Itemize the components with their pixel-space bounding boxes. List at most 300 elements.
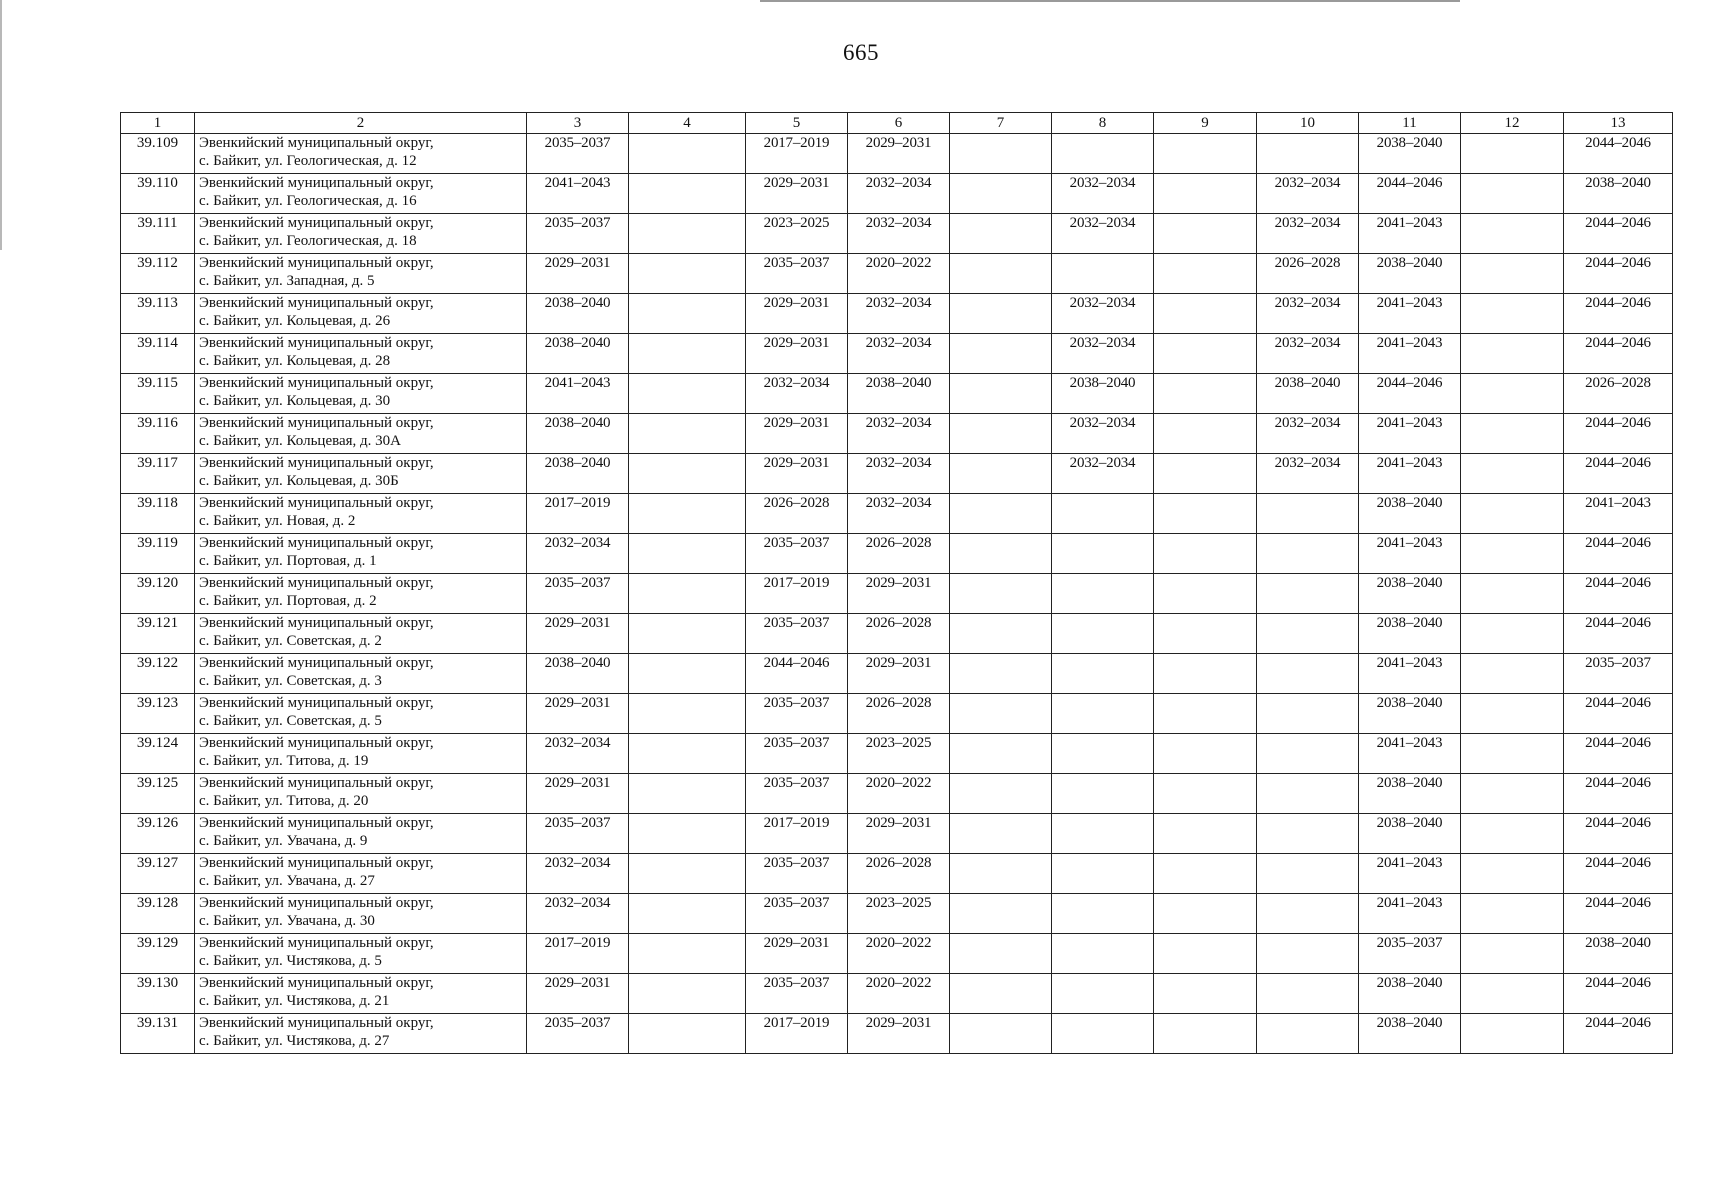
period-cell: 2032–2034 (527, 854, 629, 894)
period-cell: 2038–2040 (527, 654, 629, 694)
period-cell (1154, 894, 1257, 934)
period-cell (1052, 1014, 1154, 1054)
period-cell: 2038–2040 (527, 414, 629, 454)
address-cell (195, 574, 527, 614)
period-cell: 2029–2031 (848, 654, 950, 694)
period-cell (950, 574, 1052, 614)
period-cell: 2038–2040 (1257, 374, 1359, 414)
period-cell (1461, 494, 1564, 534)
period-cell (950, 894, 1052, 934)
row-number-cell: 39.113 (121, 294, 195, 334)
address-street: с. Байкит, ул. Кольцевая, д. 26 (199, 313, 391, 329)
period-cell (1052, 254, 1154, 294)
address-cell (195, 694, 527, 734)
period-cell: 2035–2037 (746, 894, 848, 934)
period-cell (629, 854, 746, 894)
period-cell (1461, 654, 1564, 694)
row-number-cell: 39.121 (121, 614, 195, 654)
row-number-cell: 39.122 (121, 654, 195, 694)
period-cell (1461, 694, 1564, 734)
address-street: с. Байкит, ул. Новая, д. 2 (199, 513, 356, 529)
period-cell (629, 174, 746, 214)
period-cell: 2038–2040 (1564, 174, 1673, 214)
period-cell (629, 974, 746, 1014)
period-cell (1257, 854, 1359, 894)
schedule-table (120, 112, 1673, 1054)
table-row (121, 734, 1673, 774)
period-cell: 2038–2040 (1359, 614, 1461, 654)
period-cell (629, 374, 746, 414)
period-cell (1154, 854, 1257, 894)
table-row (121, 854, 1673, 894)
period-cell: 2044–2046 (1564, 734, 1673, 774)
period-cell: 2041–2043 (1359, 294, 1461, 334)
period-cell: 2029–2031 (527, 614, 629, 654)
period-cell: 2038–2040 (1359, 134, 1461, 174)
period-cell (1461, 294, 1564, 334)
address-street: с. Байкит, ул. Чистякова, д. 21 (199, 993, 390, 1009)
address-street: с. Байкит, ул. Кольцевая, д. 30Б (199, 473, 399, 489)
period-cell (1154, 614, 1257, 654)
period-cell (1257, 614, 1359, 654)
period-cell: 2032–2034 (848, 174, 950, 214)
table-row (121, 934, 1673, 974)
period-cell: 2029–2031 (848, 814, 950, 854)
address-district: Эвенкийский муниципальный округ, (199, 735, 434, 751)
period-cell: 2032–2034 (1257, 334, 1359, 374)
column-header: 2 (195, 113, 527, 134)
period-cell: 2035–2037 (1359, 934, 1461, 974)
period-cell (1257, 894, 1359, 934)
address-district: Эвенкийский муниципальный округ, (199, 375, 434, 391)
period-cell (1052, 814, 1154, 854)
period-cell (1461, 174, 1564, 214)
address-district: Эвенкийский муниципальный округ, (199, 775, 434, 791)
period-cell: 2026–2028 (848, 614, 950, 654)
period-cell (1461, 454, 1564, 494)
period-cell: 2029–2031 (746, 334, 848, 374)
row-number-cell: 39.118 (121, 494, 195, 534)
period-cell: 2035–2037 (527, 214, 629, 254)
address-district: Эвенкийский муниципальный округ, (199, 215, 434, 231)
column-header: 13 (1564, 113, 1673, 134)
table-body (121, 134, 1673, 1054)
address-district: Эвенкийский муниципальный округ, (199, 455, 434, 471)
period-cell: 2041–2043 (1359, 654, 1461, 694)
table-row (121, 454, 1673, 494)
period-cell: 2029–2031 (527, 254, 629, 294)
period-cell: 2017–2019 (527, 934, 629, 974)
address-district: Эвенкийский муниципальный округ, (199, 135, 434, 151)
table-row (121, 614, 1673, 654)
period-cell (950, 814, 1052, 854)
address-district: Эвенкийский муниципальный округ, (199, 535, 434, 551)
address-cell (195, 174, 527, 214)
period-cell: 2029–2031 (848, 574, 950, 614)
period-cell: 2029–2031 (746, 454, 848, 494)
period-cell (1052, 894, 1154, 934)
period-cell (629, 774, 746, 814)
row-number-cell: 39.129 (121, 934, 195, 974)
period-cell (1154, 134, 1257, 174)
period-cell (1461, 814, 1564, 854)
period-cell: 2032–2034 (527, 734, 629, 774)
period-cell: 2026–2028 (1257, 254, 1359, 294)
period-cell: 2032–2034 (746, 374, 848, 414)
scan-edge-line (760, 0, 1460, 2)
address-street: с. Байкит, ул. Увачана, д. 27 (199, 873, 375, 889)
period-cell: 2044–2046 (1564, 614, 1673, 654)
period-cell: 2044–2046 (1564, 974, 1673, 1014)
period-cell (1257, 494, 1359, 534)
address-street: с. Байкит, ул. Геологическая, д. 16 (199, 193, 417, 209)
period-cell: 2035–2037 (746, 854, 848, 894)
table-row (121, 494, 1673, 534)
address-street: с. Байкит, ул. Портовая, д. 1 (199, 553, 377, 569)
period-cell (1257, 574, 1359, 614)
period-cell: 2035–2037 (527, 574, 629, 614)
period-cell: 2041–2043 (1359, 414, 1461, 454)
address-district: Эвенкийский муниципальный округ, (199, 575, 434, 591)
period-cell (1052, 854, 1154, 894)
period-cell: 2041–2043 (1359, 534, 1461, 574)
period-cell (1154, 254, 1257, 294)
address-street: с. Байкит, ул. Титова, д. 19 (199, 753, 369, 769)
period-cell (1052, 494, 1154, 534)
address-district: Эвенкийский муниципальный округ, (199, 175, 434, 191)
period-cell (1461, 214, 1564, 254)
period-cell (950, 934, 1052, 974)
period-cell (1154, 414, 1257, 454)
address-street: с. Байкит, ул. Кольцевая, д. 30 (199, 393, 391, 409)
period-cell: 2017–2019 (746, 574, 848, 614)
column-header: 7 (950, 113, 1052, 134)
period-cell: 2035–2037 (1564, 654, 1673, 694)
column-header: 5 (746, 113, 848, 134)
row-number-cell: 39.128 (121, 894, 195, 934)
period-cell (1052, 694, 1154, 734)
table-row (121, 174, 1673, 214)
row-number-cell: 39.127 (121, 854, 195, 894)
period-cell (950, 654, 1052, 694)
period-cell: 2038–2040 (1564, 934, 1673, 974)
period-cell: 2038–2040 (848, 374, 950, 414)
address-cell (195, 614, 527, 654)
period-cell: 2038–2040 (1359, 974, 1461, 1014)
period-cell (629, 934, 746, 974)
period-cell: 2038–2040 (1359, 574, 1461, 614)
period-cell: 2044–2046 (1564, 694, 1673, 734)
address-cell (195, 294, 527, 334)
table-row (121, 694, 1673, 734)
address-street: с. Байкит, ул. Портовая, д. 2 (199, 593, 377, 609)
period-cell: 2044–2046 (1359, 374, 1461, 414)
period-cell: 2023–2025 (848, 894, 950, 934)
period-cell (629, 294, 746, 334)
period-cell (1154, 374, 1257, 414)
period-cell (629, 814, 746, 854)
address-cell (195, 214, 527, 254)
period-cell: 2044–2046 (1564, 414, 1673, 454)
period-cell: 2044–2046 (1564, 294, 1673, 334)
period-cell (629, 894, 746, 934)
period-cell: 2035–2037 (527, 814, 629, 854)
period-cell: 2032–2034 (1052, 214, 1154, 254)
period-cell: 2032–2034 (527, 534, 629, 574)
period-cell (1052, 734, 1154, 774)
address-cell (195, 974, 527, 1014)
column-header: 8 (1052, 113, 1154, 134)
address-district: Эвенкийский муниципальный округ, (199, 1015, 434, 1031)
period-cell (1154, 174, 1257, 214)
address-district: Эвенкийский муниципальный округ, (199, 415, 434, 431)
row-number-cell: 39.110 (121, 174, 195, 214)
period-cell: 2044–2046 (1564, 254, 1673, 294)
period-cell (950, 854, 1052, 894)
period-cell: 2032–2034 (1257, 414, 1359, 454)
period-cell (1461, 534, 1564, 574)
period-cell (1154, 534, 1257, 574)
period-cell: 2032–2034 (1257, 294, 1359, 334)
period-cell: 2035–2037 (746, 254, 848, 294)
period-cell (1461, 894, 1564, 934)
period-cell: 2032–2034 (1052, 334, 1154, 374)
address-cell (195, 774, 527, 814)
address-cell (195, 494, 527, 534)
period-cell: 2029–2031 (527, 694, 629, 734)
period-cell: 2044–2046 (1564, 1014, 1673, 1054)
period-cell (1154, 214, 1257, 254)
address-street: с. Байкит, ул. Кольцевая, д. 30А (199, 433, 402, 449)
table-row (121, 1014, 1673, 1054)
period-cell (950, 614, 1052, 654)
address-street: с. Байкит, ул. Западная, д. 5 (199, 273, 375, 289)
period-cell: 2041–2043 (1564, 494, 1673, 534)
address-street: с. Байкит, ул. Увачана, д. 9 (199, 833, 368, 849)
period-cell: 2035–2037 (746, 694, 848, 734)
address-cell (195, 1014, 527, 1054)
period-cell (950, 214, 1052, 254)
period-cell (1154, 694, 1257, 734)
row-number-cell: 39.117 (121, 454, 195, 494)
page-number: 665 (843, 40, 879, 65)
period-cell: 2041–2043 (1359, 214, 1461, 254)
period-cell (1257, 534, 1359, 574)
period-cell (1461, 1014, 1564, 1054)
period-cell: 2038–2040 (527, 294, 629, 334)
period-cell (1154, 974, 1257, 1014)
period-cell: 2032–2034 (848, 454, 950, 494)
period-cell (1154, 814, 1257, 854)
period-cell (1154, 774, 1257, 814)
period-cell: 2029–2031 (848, 134, 950, 174)
address-cell (195, 894, 527, 934)
period-cell (629, 734, 746, 774)
period-cell (1052, 974, 1154, 1014)
period-cell: 2044–2046 (1564, 534, 1673, 574)
address-cell (195, 814, 527, 854)
period-cell (1154, 494, 1257, 534)
address-district: Эвенкийский муниципальный округ, (199, 895, 434, 911)
period-cell: 2029–2031 (746, 934, 848, 974)
period-cell (950, 334, 1052, 374)
row-number-cell: 39.112 (121, 254, 195, 294)
address-street: с. Байкит, ул. Советская, д. 3 (199, 673, 382, 689)
table-row (121, 894, 1673, 934)
period-cell: 2044–2046 (1564, 134, 1673, 174)
address-district: Эвенкийский муниципальный округ, (199, 855, 434, 871)
period-cell: 2029–2031 (527, 774, 629, 814)
period-cell: 2032–2034 (1052, 294, 1154, 334)
period-cell (950, 254, 1052, 294)
period-cell (950, 294, 1052, 334)
period-cell: 2038–2040 (1359, 694, 1461, 734)
period-cell (1154, 574, 1257, 614)
period-cell: 2035–2037 (746, 534, 848, 574)
period-cell (1257, 134, 1359, 174)
address-street: с. Байкит, ул. Чистякова, д. 27 (199, 1033, 390, 1049)
period-cell (1461, 934, 1564, 974)
period-cell (1257, 814, 1359, 854)
table-row (121, 294, 1673, 334)
address-district: Эвенкийский муниципальный округ, (199, 615, 434, 631)
address-cell (195, 454, 527, 494)
period-cell (950, 134, 1052, 174)
table-row (121, 974, 1673, 1014)
address-district: Эвенкийский муниципальный округ, (199, 255, 434, 271)
period-cell: 2020–2022 (848, 254, 950, 294)
period-cell: 2038–2040 (1359, 814, 1461, 854)
period-cell: 2041–2043 (527, 374, 629, 414)
period-cell (1154, 454, 1257, 494)
period-cell: 2032–2034 (848, 214, 950, 254)
period-cell: 2029–2031 (848, 1014, 950, 1054)
scan-edge-line (0, 0, 2, 250)
table-row (121, 414, 1673, 454)
address-district: Эвенкийский муниципальный округ, (199, 495, 434, 511)
row-number-cell: 39.115 (121, 374, 195, 414)
table-row (121, 814, 1673, 854)
row-number-cell: 39.109 (121, 134, 195, 174)
address-street: с. Байкит, ул. Титова, д. 20 (199, 793, 369, 809)
period-cell: 2029–2031 (746, 174, 848, 214)
row-number-cell: 39.111 (121, 214, 195, 254)
period-cell: 2026–2028 (1564, 374, 1673, 414)
period-cell (629, 694, 746, 734)
column-header: 9 (1154, 113, 1257, 134)
period-cell: 2017–2019 (746, 814, 848, 854)
period-cell: 2020–2022 (848, 974, 950, 1014)
period-cell: 2032–2034 (1052, 174, 1154, 214)
table-row (121, 254, 1673, 294)
period-cell: 2020–2022 (848, 934, 950, 974)
period-cell (950, 974, 1052, 1014)
row-number-cell: 39.119 (121, 534, 195, 574)
period-cell: 2044–2046 (1564, 814, 1673, 854)
period-cell (950, 414, 1052, 454)
address-district: Эвенкийский муниципальный округ, (199, 295, 434, 311)
period-cell (1461, 414, 1564, 454)
period-cell (1461, 334, 1564, 374)
address-street: с. Байкит, ул. Увачана, д. 30 (199, 913, 375, 929)
period-cell (1154, 734, 1257, 774)
period-cell (629, 1014, 746, 1054)
period-cell: 2026–2028 (848, 854, 950, 894)
period-cell (1257, 654, 1359, 694)
period-cell: 2041–2043 (1359, 334, 1461, 374)
period-cell (1461, 854, 1564, 894)
period-cell: 2026–2028 (746, 494, 848, 534)
period-cell (1154, 294, 1257, 334)
table-header-row (121, 113, 1673, 134)
address-street: с. Байкит, ул. Советская, д. 5 (199, 713, 382, 729)
address-cell (195, 254, 527, 294)
period-cell (1154, 654, 1257, 694)
period-cell: 2041–2043 (1359, 454, 1461, 494)
address-cell (195, 374, 527, 414)
period-cell: 2032–2034 (848, 294, 950, 334)
period-cell (1052, 774, 1154, 814)
period-cell: 2032–2034 (848, 414, 950, 454)
period-cell: 2023–2025 (848, 734, 950, 774)
period-cell (1461, 614, 1564, 654)
period-cell (629, 494, 746, 534)
table-row (121, 134, 1673, 174)
address-district: Эвенкийский муниципальный округ, (199, 815, 434, 831)
table-row (121, 214, 1673, 254)
address-street: с. Байкит, ул. Геологическая, д. 12 (199, 153, 417, 169)
period-cell: 2032–2034 (1257, 214, 1359, 254)
address-cell (195, 134, 527, 174)
period-cell (629, 214, 746, 254)
period-cell (1461, 254, 1564, 294)
address-district: Эвенкийский муниципальный округ, (199, 975, 434, 991)
period-cell: 2035–2037 (746, 614, 848, 654)
address-cell (195, 414, 527, 454)
address-cell (195, 854, 527, 894)
table-row (121, 334, 1673, 374)
period-cell: 2020–2022 (848, 774, 950, 814)
period-cell: 2032–2034 (1052, 414, 1154, 454)
period-cell: 2023–2025 (746, 214, 848, 254)
period-cell (950, 734, 1052, 774)
period-cell: 2041–2043 (1359, 854, 1461, 894)
address-district: Эвенкийский муниципальный округ, (199, 335, 434, 351)
period-cell (629, 454, 746, 494)
period-cell (1052, 654, 1154, 694)
address-cell (195, 334, 527, 374)
period-cell: 2044–2046 (1564, 454, 1673, 494)
period-cell: 2038–2040 (1359, 494, 1461, 534)
period-cell (950, 454, 1052, 494)
address-street: с. Байкит, ул. Чистякова, д. 5 (199, 953, 382, 969)
period-cell (629, 254, 746, 294)
period-cell: 2029–2031 (527, 974, 629, 1014)
period-cell: 2044–2046 (746, 654, 848, 694)
row-number-cell: 39.131 (121, 1014, 195, 1054)
period-cell (1257, 1014, 1359, 1054)
period-cell: 2041–2043 (1359, 894, 1461, 934)
row-number-cell: 39.126 (121, 814, 195, 854)
period-cell: 2032–2034 (848, 494, 950, 534)
period-cell: 2044–2046 (1564, 774, 1673, 814)
period-cell (1257, 974, 1359, 1014)
period-cell: 2017–2019 (527, 494, 629, 534)
period-cell: 2035–2037 (746, 974, 848, 1014)
row-number-cell: 39.120 (121, 574, 195, 614)
address-street: с. Байкит, ул. Кольцевая, д. 28 (199, 353, 391, 369)
period-cell (950, 694, 1052, 734)
